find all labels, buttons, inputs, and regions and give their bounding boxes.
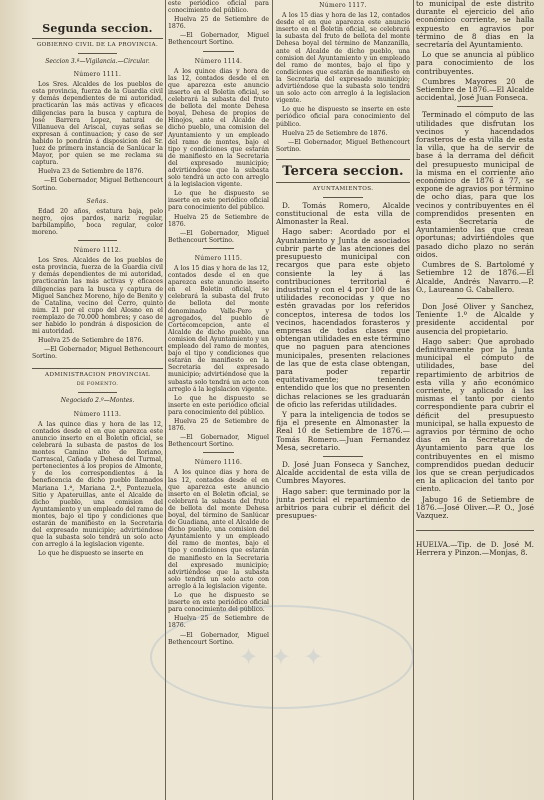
- column-1: [32, 0, 163, 800]
- notice-paragraph: Lo que he dispuesto se inserte en este periódico oficial para conocimiento del público.: [168, 394, 269, 416]
- rule-line: [457, 298, 492, 299]
- notice-date: Huelva 25 de Setiembre de 1876.: [282, 129, 388, 137]
- notice-number: Número 1116.: [194, 459, 243, 467]
- ayuntamientos-heading: AYUNTAMIENTOS.: [312, 185, 374, 192]
- rule-line: [32, 38, 163, 39]
- column-divider: [165, 0, 166, 800]
- notice-paragraph: Jabugo 16 de Setiembre de 1876.—José Oliver.—P. O., José Vazquez.: [416, 494, 534, 520]
- column-divider: [272, 0, 273, 800]
- printer-imprint-text: HUELVA.—Tip. de D. José M. Herrera y Pinzon.—Monjas, 8.: [416, 540, 534, 558]
- notice-paragraph: to municipal de este distrito durante el ejercicio del año económico corriente, se halla expuesto en agravios por término de 8 dias en la secretaría del Ayuntamiento.: [416, 0, 534, 50]
- notice-paragraph: Lo que se anuncia al público para conocimiento de los contribuyentes.: [416, 50, 534, 76]
- notice-signature: —El Gobernador, Miguel Bethencourt Sortino.: [32, 346, 163, 361]
- rule-line: [276, 182, 410, 183]
- rule-line: [32, 368, 163, 369]
- column-4: [416, 0, 534, 800]
- notice-date: Huelva 25 de Setiembre de 1876.: [38, 337, 144, 345]
- section-title-tercera: Tercera seccion.: [282, 163, 404, 179]
- notice-paragraph: Los Sres. Alcaldes de los pueblos de esta provincia, fuerza de la Guardia civil y demás dependientes de mi autoridad, practicarán las más activas y eficaces diligencias para la busca y captura de José Barrera Lopez, natural de Villanueva del Ariscal, cuyas señas se expresan á continuacion; y caso de ser habido lo pondrán á disposicion del Sr. Juez de primera instancia de Sanlúcar la Mayor, por quien se me reclama su captura.: [32, 81, 163, 167]
- notice-number: Número 1113.: [73, 410, 122, 418]
- notice-date: Huelva 25 de Setiembre de 1876.: [168, 615, 269, 630]
- notice-paragraph: Lo que he dispuesto se inserte en este periódico oficial para conocimiento del público.: [276, 106, 410, 128]
- notice-signature: —El Gobernador, Miguel Bethencourt Sortino.: [168, 229, 269, 244]
- notice-paragraph: este periódico oficial para conocimiento del público.: [168, 0, 269, 15]
- notice-date: Huelva 25 de Setiembre de 1876.: [168, 16, 269, 31]
- notice-paragraph: Cumbres Mayores 20 de Setiembre de 1876.—El Alcalde accidental, José Juan Fonseca.: [416, 76, 534, 103]
- notice-paragraph: A los 15 dias y hora de las 12, contados desde el en que aparezca este anuncio inserto en el Boletin oficial, se celebrará la subasta del fruto de bellota del monte denominado Valle-Pero y agregados, del pueblo de Cortecomcepcion, ante el Alcalde de dicho pueblo, una comision del Ayuntamiento y un empleado del ramo de montes, bajo el tipo y condiciones que estarán de manifiesto en la Secretaria del expresado municipio; advirtiéndose que la subasta solo tendrá un acto con arreglo á la legislacion vigente.: [168, 265, 269, 393]
- notice-paragraph: Don José Oliver y Sanchez, Teniente 1.º de Alcalde y presidente accidental por ausencia del propietario.: [416, 301, 534, 336]
- watermark-emblem: ✦ ✦ ✦: [238, 643, 326, 671]
- notice-signature: —El Gobernador, Miguel Bethencourt Sortino.: [32, 177, 163, 192]
- notice-paragraph: Los Sres. Alcaldes de los pueblos de esta provincia, fuerza de la Guardia civil y demás dependientes de mi autoridad, practicarán las más activas y eficaces diligencias para la busca y captura de Miguel Sanchez Moreno, hijo de Benito y de Catalina, vecino del Cerro, quinto núm. 21 por el cupo del Alosno en el reemplazo de 70.000 hombres; y caso de ser habido lo pondrán á disposicion de mi autoridad.: [32, 257, 163, 336]
- notice-paragraph: A las quince dias y hora de las 12, contados desde el en que aparezca este anuncio inserto en el Boletin oficial, se celebrará la subasta de pastos de los montes Camino alto de Roriano, Carrascal, Cañada y Dehesa del Turmal, pertenecientes á los propios de Almonte, y de los correspondientes á la beneficencia de dicho pueblo llamados Mariana 1.ª, Mariana 2.ª, Pontezuela, Sitio y Apateruillas, ante el Alcalde de dicho pueblo, una comision del Ayuntamiento y un empleado del ramo de montes, bajo el tipo y condiciones que estarán de manifiesto en la Secretaria del expresado municipio; advirtiéndose que la subasta solo tendrá un solo acto con arreglo á la legislacion vigente.: [32, 420, 163, 549]
- notice-paragraph: Lo que he dispuesto se inserte en este periódico oficial para conocimiento del público.: [168, 190, 269, 212]
- notice-paragraph: Lo que he dispuesto se inserte en: [38, 550, 144, 558]
- administration-heading: ADMINISTRACION PROVINCIAL: [45, 372, 150, 379]
- rule-line: [323, 456, 363, 457]
- notice-paragraph: Cumbres de S. Bartolomé y Setiembre 12 de 1876.—El Alcalde, Andrés Navarro.—P. O., Laureano G. Caballero.: [416, 260, 534, 294]
- notice-signature: —El Gobernador, Miguel Bethencourt Sortino.: [168, 434, 269, 449]
- rule-line: [203, 248, 233, 249]
- printer-imprint: [416, 541, 534, 557]
- notice-signature: —El Gobernador, Miguel Bethencourt Sortino.: [168, 631, 269, 646]
- notice-paragraph: A los 15 dias y hora de las 12, contados desde el en que aparezca este anuncio inserto en el Boletin oficial, se celebrará la subasta del fruto de bellota del monte Dehesa boyal del término de Manzanilla, ante el Alcalde de dicho pueblo, una comision del Ayuntamiento y un empleado del ramo de montes, bajo el tipo y condiciones que estarán de manifiesto en la Secretaria del expresado municipio; advirtiéndose que la subasta solo tendrá un solo acto con arreglo á la legislacion vigente.: [276, 12, 410, 105]
- rule-line: [78, 53, 117, 54]
- column-3: [276, 0, 410, 800]
- notice-date: Huelva 25 de Setiembre de 1876.: [168, 213, 269, 228]
- rule-line: [457, 106, 492, 107]
- rule-line: [276, 159, 410, 160]
- administration-subheading: DE FOMENTO.: [76, 382, 119, 388]
- section-meta: Seccion 3.ª—Vigilancia.—Circular.: [45, 58, 150, 65]
- notice-number: Número 1115.: [194, 254, 243, 262]
- notice-paragraph: D. Tomás Romero, Alcalde constitucional de esta villa de Almonaster la Real.: [276, 200, 410, 227]
- notice-paragraph: A los quince dias y hora de las 12, contados desde el en que aparezca este anuncio inserto en el Boletin oficial, se celebrará la subasta del fruto de bellota del monte Dehesa boyal, del término de Sanlúcar de Guadiana, ante el Alcalde de dicho pueblo, una comision del Ayuntamiento y un empleado del ramo de montes, bajo el tipo y condiciones que estarán de manifiesto en la Secretaria del expresado municipio; advirtiéndose que la subasta solo tendrá un solo acto con arreglo á la legislacion vigente.: [168, 469, 269, 590]
- notice-paragraph: Hago saber: Acordado por el Ayuntamiento y Junta de asociados cubrir parte de las atenciones del presupuesto municipal con recargos que para este objeto consiente la ley á las contribuciones territorial é industrial y con el 4 por 100 de las utilidades reconocidas y que no estén gravadas por los referidos conceptos, interesa de todos los vecinos, hacendados forasteros y empresas de todas clases que obtengan utilidades en este término que no paguen para atenciones municipales, presenten relaciones de las que de esta clase obtengan, para poder repartir equitativamente; teniendo entendido que los que no presenten dichas relaciones se les graduarán de oficio las referidas utilidades.: [276, 227, 410, 409]
- notice-date: Huelva 23 de Setiembre de 1876.: [38, 168, 144, 176]
- notice-paragraph: D. José Juan Fonseca y Sanchez, Alcalde accidental de esta villa de Cumbres Mayores.: [276, 459, 410, 486]
- senas-paragraph: Edad 20 años, estatura baja, pelo negro, ojos pardos, nariz regular, barbilampiño, boca regular, color moreno.: [32, 207, 163, 236]
- rule-line: [416, 530, 534, 531]
- notice-signature: —El Gobernador, Miguel Bethencourt Sortino.: [168, 32, 269, 47]
- notice-paragraph: Hago saber: Que aprobado definitivamente por la Junta municipal el cómputo de utilidades, base del repartimiento de arbitrios de esta villa y año económico corriente, y aplicado á las mismas el tanto por ciento correspondiente para cubrir el déficit del presupuesto municipal, se halla expuesto de agravios por término de ocho dias en la Secretaría de Ayuntamiento para que los contribuyentes en el mismo comprendidos puedan deducir los que se crean perjudicados en la aplicacion del tanto por ciento.: [416, 336, 534, 494]
- notice-number: Número 1111.: [73, 71, 122, 79]
- notice-number: Número 1114.: [194, 57, 243, 65]
- notice-paragraph: A los quince dias y hora de las 12, contados desde el en que aparezca este anuncio inserto en el Boletin oficial, se celebrará la subasta del fruto de bellota del monte Dehesa boyal, Dehesa de propios de Hinojos, ante el Alcalde de dicho pueblo, una comision del Ayuntamiento y un empleado del ramo de montes, bajo el tipo y condiciones que estarán de manifiesto en la Secretaria del expresado municipio; advirtiéndose que la subasta solo tendrá un acto con arreglo á la legislacion vigente.: [168, 67, 269, 189]
- section-title-segunda: Segunda seccion.: [42, 22, 153, 35]
- notice-number: Número 1117.: [319, 2, 367, 9]
- rule-line: [203, 452, 233, 453]
- department-heading: GOBIERNO CIVIL DE LA PROVINCIA.: [36, 42, 159, 48]
- rule-line: [78, 240, 117, 241]
- rule-line: [78, 392, 117, 393]
- rule-line: [323, 197, 363, 198]
- notice-paragraph: Hago saber: que terminado por la junta pericial el repartimiento de arbitrios para cubrir el déficit del presupues-: [276, 486, 410, 521]
- notice-paragraph: Y para la inteligencia de todos se fija el presente en Almonaster la Real 10 de Setiembre de 1876.—Tomás Romero.—Juan Fernandez Mesa, secretario.: [276, 409, 410, 452]
- rule-line: [203, 51, 233, 52]
- notice-number: Número 1112.: [73, 247, 122, 255]
- senas-heading: Señas.: [86, 197, 109, 205]
- column-2: [168, 0, 269, 800]
- section-meta: Negociado 2.º—Montes.: [60, 397, 135, 405]
- column-divider: [413, 0, 414, 800]
- notice-paragraph: Terminado el cómputo de las utilidades que disfrutan los vecinos y hacendados forasteros de esta villa de esta la villa, que ha de servir de base á la derrama del déficit del presupuesto municipal de la misma en el corriente año económico de 1876 á 77, se expone de agravios por término de ocho dias, para que los vecinos y contribuyentes en él comprendidos presenten en esta Secretaría de Ayuntamiento las que crean oportunas; advirtiéndoles que pasado dicho plazo no serán oidos.: [416, 110, 534, 259]
- notice-date: Huelva 25 de Setiembre de 1876.: [168, 417, 269, 433]
- notice-paragraph: Lo que he dispuesto se inserte en este periódico oficial para conocimiento del público.: [168, 592, 269, 614]
- notice-signature: —El Gobernador, Miguel Bethencourt Sortino.: [276, 138, 410, 153]
